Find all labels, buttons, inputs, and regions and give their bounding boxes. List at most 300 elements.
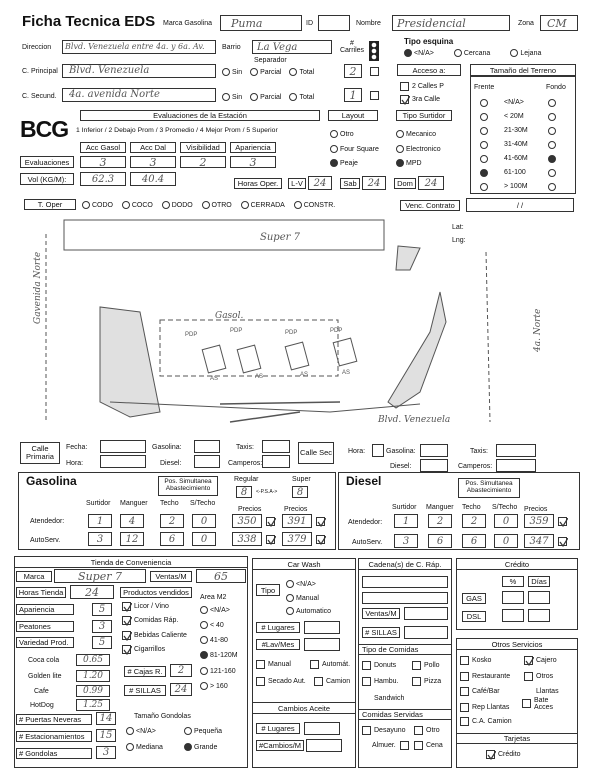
dsl-as-techo[interactable]: 6 bbox=[462, 534, 486, 548]
carwash-tipo: Tipo bbox=[256, 584, 280, 596]
secund-value: 4a. avenida Norte bbox=[69, 89, 160, 100]
tienda-variedad-label: Variedad Prod. bbox=[16, 637, 74, 648]
gas-col-stecho: S/Techo bbox=[190, 500, 216, 507]
cw-automat-check[interactable] bbox=[310, 660, 319, 669]
otros-title: Otros Servicios bbox=[456, 638, 578, 650]
secund-checkbox[interactable] bbox=[370, 91, 379, 100]
col-visibilidad: Visibilidad bbox=[180, 142, 226, 153]
radio-icon bbox=[510, 49, 518, 57]
principal-separador[interactable]: Sin Parcial Total bbox=[222, 68, 314, 76]
surtidor-title: Tipo Surtidor bbox=[396, 110, 452, 121]
gasolina-title: Gasolina bbox=[26, 474, 77, 488]
nombre-value: Presidencial bbox=[397, 17, 466, 30]
gond-mediana[interactable]: Mediana bbox=[126, 743, 163, 751]
cadena-name-1[interactable] bbox=[362, 576, 448, 588]
taxis-label: Taxis: bbox=[236, 444, 254, 451]
svg-text:AS: AS bbox=[210, 376, 219, 382]
hambu-check[interactable] bbox=[362, 677, 371, 686]
gond-pequena[interactable]: Pequeña bbox=[184, 727, 222, 735]
psa-super[interactable]: 8 bbox=[292, 486, 308, 498]
pollo-label: Pollo bbox=[424, 662, 440, 669]
sab-label: Sab bbox=[340, 178, 360, 189]
dsl-as-surtidor[interactable]: 3 bbox=[394, 534, 418, 548]
tienda-ventas-label: Ventas/M bbox=[150, 571, 192, 582]
dsl-col-stecho: S/Techo bbox=[492, 504, 518, 511]
tarjeta-credito-label: Crédito bbox=[498, 751, 521, 758]
dsl-atendedor-label: Atendedor: bbox=[348, 519, 383, 526]
surtidor-mpd[interactable]: MPD bbox=[396, 159, 422, 167]
dsl-at-manguer[interactable]: 2 bbox=[428, 514, 452, 528]
hotdog-value[interactable]: 1.25 bbox=[76, 699, 110, 711]
dsl-at-precio[interactable]: 359 bbox=[524, 514, 554, 528]
gas-precios-sup: Precios bbox=[284, 506, 308, 513]
otros-check[interactable] bbox=[524, 672, 533, 681]
dsl-as-check[interactable] bbox=[558, 537, 567, 546]
calles2-label: 2 Calles P bbox=[412, 83, 444, 90]
otro-label: Otro bbox=[426, 727, 440, 734]
almuer-check[interactable] bbox=[400, 741, 409, 750]
rep-check[interactable] bbox=[460, 703, 469, 712]
calle3-checkbox[interactable] bbox=[400, 95, 409, 104]
taxis2-label: Taxis: bbox=[470, 448, 488, 455]
tienda-apariencia-value[interactable]: 5 bbox=[92, 603, 112, 616]
gas-as-manguer[interactable]: 12 bbox=[120, 532, 144, 546]
credito-pct: % bbox=[502, 576, 524, 587]
otros-label: Otros bbox=[536, 673, 554, 680]
barrio-label: Barrio bbox=[222, 44, 241, 51]
principal-value: Blvd. Venezuela bbox=[69, 65, 150, 76]
credito-gas: GAS bbox=[462, 593, 486, 604]
hora-label: Hora: bbox=[66, 460, 84, 467]
hora-field[interactable] bbox=[100, 455, 146, 468]
licor-label: Licor / Vino bbox=[134, 603, 169, 610]
cw-secado-check[interactable] bbox=[256, 677, 265, 686]
tarjetas-title: Tarjetas bbox=[456, 733, 578, 744]
nombre-field[interactable] bbox=[392, 15, 510, 31]
carwash-lugares-label: # Lugares bbox=[256, 622, 300, 633]
camperos-label: Camperos: bbox=[228, 460, 263, 467]
lng-label: Lng: bbox=[452, 237, 466, 244]
col-acc-gasol: Acc Gasol bbox=[80, 142, 126, 153]
credito-dsl-pct[interactable] bbox=[502, 609, 524, 622]
productos-title: Productos vendidos bbox=[120, 587, 192, 598]
donuts-label: Donuts bbox=[374, 662, 397, 669]
gas-at-techo[interactable]: 2 bbox=[160, 514, 184, 528]
gas-at-sup-check[interactable] bbox=[316, 517, 325, 526]
gas-col-manguer: Manguer bbox=[120, 500, 148, 507]
barrio-value: La Vega bbox=[257, 42, 298, 53]
surtidor-mecanico[interactable]: Mecanico bbox=[396, 130, 436, 138]
cw-automat-label: Automát. bbox=[322, 661, 351, 668]
marca-value: Puma bbox=[231, 17, 263, 30]
venc-value[interactable]: / / bbox=[466, 198, 574, 212]
svg-text:AS: AS bbox=[255, 374, 264, 380]
cigarrillos-checkbox[interactable] bbox=[122, 645, 131, 654]
radio-icon bbox=[250, 93, 258, 101]
coca-value[interactable]: 0.65 bbox=[76, 654, 110, 666]
terreno-title: Tamaño del Terreno bbox=[470, 64, 576, 76]
pizza-label: Pizza bbox=[424, 678, 442, 685]
hora2-field[interactable] bbox=[372, 444, 384, 457]
dsl-col-manguer: Manguer bbox=[426, 504, 454, 511]
tienda-ventas-value[interactable]: 65 bbox=[196, 569, 246, 583]
surtidor-electronico[interactable]: Electronico bbox=[396, 145, 441, 153]
direccion-field[interactable] bbox=[62, 40, 216, 54]
evaluaciones-scale: 1 Inferior / 2 Debajo Prom / 3 Promedio / 4 Mejor Prom / 5 Superior bbox=[76, 127, 278, 134]
cw-camion-label: Camion bbox=[326, 678, 351, 685]
camperos2-field[interactable] bbox=[496, 459, 536, 472]
cadena-name-2[interactable] bbox=[362, 592, 448, 604]
secund-field[interactable] bbox=[62, 88, 216, 102]
acceso-title: Acceso a: bbox=[397, 64, 461, 76]
layout-peaje[interactable]: Peaje bbox=[330, 159, 358, 167]
gas-as-surtidor[interactable]: 3 bbox=[88, 532, 112, 546]
gas-at-precio-sup[interactable]: 391 bbox=[282, 514, 312, 528]
donuts-check[interactable] bbox=[362, 661, 371, 670]
eval-apariencia[interactable]: 3 bbox=[230, 156, 276, 168]
direccion-value: Blvd. Venezuela entre 4a. y 6a. Av. bbox=[65, 42, 205, 51]
llantas-label: Llantas bbox=[536, 688, 559, 695]
lv-value[interactable]: 24 bbox=[308, 176, 332, 190]
evaluaciones-label: Evaluaciones bbox=[20, 156, 74, 168]
estac-label: # Estacionamientos bbox=[16, 731, 92, 742]
bebidas-label: Bebidas Caliente bbox=[134, 632, 187, 639]
gasolina2-label: Gasolina: bbox=[386, 448, 416, 455]
tienda-variedad-value[interactable]: 5 bbox=[92, 636, 112, 649]
licor-checkbox[interactable] bbox=[122, 602, 131, 611]
almuer-label: Almuer. bbox=[372, 742, 396, 749]
dsl-col-surtidor: Surtidor bbox=[392, 504, 417, 511]
aceite-lugares-label: # Lugares bbox=[256, 723, 300, 734]
gas-at-surtidor[interactable]: 1 bbox=[88, 514, 112, 528]
carwash-manual[interactable]: Manual bbox=[286, 594, 319, 602]
pollo-check[interactable] bbox=[412, 661, 421, 670]
restaurante-label: Restaurante bbox=[472, 673, 511, 680]
camperos-field[interactable] bbox=[262, 455, 290, 468]
diesel-count[interactable] bbox=[194, 455, 220, 468]
dsl-as-precio[interactable]: 347 bbox=[524, 534, 554, 548]
cw-secado-label: Secado Aut. bbox=[268, 678, 306, 685]
pizza-check[interactable] bbox=[412, 677, 421, 686]
cadena-title: Cadena(s) de C. Ráp. bbox=[358, 558, 452, 570]
fecha-field[interactable] bbox=[100, 440, 146, 453]
cafebar-check[interactable] bbox=[460, 687, 469, 696]
neveras-label: # Puertas Neveras bbox=[16, 714, 92, 725]
taxis2-field[interactable] bbox=[496, 444, 536, 457]
cigarrillos-label: Cigarrillos bbox=[134, 646, 166, 653]
svg-text:Blvd. Venezuela: Blvd. Venezuela bbox=[378, 415, 451, 425]
diesel2-field[interactable] bbox=[420, 459, 448, 472]
eval-acc-gasol[interactable]: 3 bbox=[80, 156, 126, 168]
layout-four[interactable]: Four Square bbox=[330, 145, 379, 153]
tarjeta-credito-check[interactable] bbox=[486, 750, 495, 759]
credito-gas-pct[interactable] bbox=[502, 591, 524, 604]
kosko-label: Kosko bbox=[472, 657, 492, 664]
super-label: Super bbox=[292, 476, 311, 483]
svg-text:PDP: PDP bbox=[285, 330, 298, 336]
gas-as-stecho[interactable]: 0 bbox=[192, 532, 216, 546]
gasolina2-field[interactable] bbox=[420, 444, 448, 457]
carriles-principal[interactable]: 2 bbox=[344, 64, 362, 78]
desayuno-label: Desayuno bbox=[374, 727, 406, 734]
dom-value[interactable]: 24 bbox=[418, 176, 444, 190]
bebidas-checkbox[interactable] bbox=[122, 631, 131, 640]
svg-text:Super 7: Super 7 bbox=[260, 232, 300, 243]
carriles-label: # Carriles bbox=[339, 40, 365, 54]
vol-value-1[interactable]: 62.3 bbox=[80, 172, 126, 186]
gas-at-manguer[interactable]: 4 bbox=[120, 514, 144, 528]
cena-check[interactable] bbox=[414, 741, 423, 750]
restaurante-check[interactable] bbox=[460, 672, 469, 681]
credito-dsl-dias[interactable] bbox=[528, 609, 550, 622]
horas-label: Horas Oper. bbox=[234, 178, 282, 189]
layout-title: Layout bbox=[328, 110, 378, 121]
gas-at-precio-reg[interactable]: 350 bbox=[232, 514, 262, 528]
aceite-cambios[interactable] bbox=[306, 739, 342, 752]
estac-value[interactable]: 15 bbox=[96, 729, 116, 742]
aceite-lugares[interactable] bbox=[304, 722, 340, 735]
svg-text:4a. Norte: 4a. Norte bbox=[533, 308, 543, 352]
camion-check[interactable] bbox=[460, 717, 469, 726]
gas-as-sup-check[interactable] bbox=[316, 535, 325, 544]
zona-label: Zona bbox=[518, 20, 534, 27]
tienda-horas-value[interactable]: 24 bbox=[70, 585, 114, 599]
cadena-ventas-label: Ventas/M bbox=[362, 608, 400, 619]
hotdog-label: HotDog bbox=[30, 702, 54, 709]
marca-field[interactable] bbox=[220, 15, 302, 31]
credito-dsl: DSL bbox=[462, 611, 486, 622]
vol-value-2[interactable]: 40.4 bbox=[130, 172, 176, 186]
secund-label: C. Secund. bbox=[22, 93, 57, 100]
form-title: Ficha Tecnica EDS bbox=[22, 13, 156, 30]
comidas-label: Comidas Ráp. bbox=[134, 617, 179, 624]
dsl-autoserv-label: AutoServ. bbox=[352, 539, 383, 546]
gondolas-value[interactable]: 3 bbox=[96, 746, 116, 759]
separador-label: Separador bbox=[254, 57, 287, 64]
barrio-field[interactable] bbox=[252, 40, 332, 54]
rep-label: Rep Llantas bbox=[472, 704, 510, 711]
traffic-light-icon bbox=[368, 40, 380, 62]
cafebar-label: Café/Bar bbox=[472, 688, 500, 695]
cajero-label: Cajero bbox=[536, 657, 557, 664]
cadena-tipo-title: Tipo de Comidas bbox=[358, 644, 452, 655]
gas-autoserv-label: AutoServ. bbox=[30, 537, 61, 544]
radio-selected-icon bbox=[404, 49, 412, 57]
diesel-simul: Pos. Simultanea Abastecimiento bbox=[458, 478, 520, 498]
golden-value[interactable]: 1.20 bbox=[76, 670, 110, 682]
carwash-title: Car Wash bbox=[252, 558, 356, 570]
cw-camion-check[interactable] bbox=[314, 677, 323, 686]
carwash-na[interactable]: <N/A> bbox=[286, 580, 316, 588]
cw-manual-check[interactable] bbox=[256, 660, 265, 669]
id-field[interactable] bbox=[318, 15, 350, 31]
cadena-ventas[interactable] bbox=[404, 607, 448, 620]
desayuno-check[interactable] bbox=[362, 726, 371, 735]
cena-label: Cena bbox=[426, 742, 443, 749]
frente-label: Frente bbox=[474, 84, 495, 91]
bate-label: Bate Acces bbox=[534, 697, 554, 711]
gasolina-simul: Pos. Simultanea Abastecimiento bbox=[158, 476, 218, 496]
area-title: Area M2 bbox=[200, 594, 227, 601]
vol-label: Vol (KG/M): bbox=[20, 173, 74, 185]
gas-at-reg-check[interactable] bbox=[266, 517, 275, 526]
zona-value: CM bbox=[547, 17, 567, 30]
cafe-value[interactable]: 0.99 bbox=[76, 685, 110, 697]
tienda-sillas-label: # SILLAS bbox=[124, 685, 166, 696]
tienda-marca-value[interactable]: Super 7 bbox=[54, 569, 146, 583]
sandwich-label: Sandwich bbox=[374, 695, 405, 702]
servidas-title: Comidas Servidas bbox=[358, 709, 452, 720]
principal-label: C. Principal bbox=[22, 68, 58, 75]
psa-regular[interactable]: 8 bbox=[236, 486, 252, 498]
tam-gond-title: Tamaño Gondolas bbox=[134, 713, 191, 720]
lv-label: L-V bbox=[288, 178, 306, 189]
diesel-title: Diesel bbox=[346, 474, 382, 488]
comidas-checkbox[interactable] bbox=[122, 616, 131, 625]
eval-visibilidad[interactable]: 2 bbox=[180, 156, 226, 168]
radio-icon bbox=[289, 68, 297, 76]
gas-as-precio-sup[interactable]: 379 bbox=[282, 532, 312, 546]
gond-grande[interactable]: Grande bbox=[184, 743, 217, 751]
esquina-title: Tipo esquina bbox=[404, 37, 454, 46]
dsl-at-check[interactable] bbox=[558, 517, 567, 526]
aceite-title: Cambios Aceite bbox=[252, 702, 356, 714]
hora2-label: Hora: bbox=[348, 448, 366, 455]
svg-text:Gasol.: Gasol. bbox=[215, 311, 244, 321]
dsl-at-stecho[interactable]: 0 bbox=[494, 514, 518, 528]
radio-icon bbox=[454, 49, 462, 57]
carwash-lugares[interactable] bbox=[304, 621, 340, 634]
credito-title: Crédito bbox=[456, 558, 578, 570]
cajas-label: # Cajas R. bbox=[124, 666, 166, 677]
calle-sec: Calle Sec bbox=[298, 442, 334, 464]
lat-label: Lat: bbox=[452, 224, 464, 231]
hambu-label: Hambu. bbox=[374, 678, 399, 685]
cw-manual2-label: Manual bbox=[268, 661, 291, 668]
otro-check[interactable] bbox=[414, 726, 423, 735]
principal-checkbox[interactable] bbox=[370, 67, 379, 76]
diesel-count-label: Diesel: bbox=[160, 460, 182, 467]
cajas-value[interactable]: 2 bbox=[170, 664, 192, 677]
site-sketch bbox=[0, 212, 594, 442]
secund-separador[interactable]: Sin Parcial Total bbox=[222, 93, 314, 101]
tienda-apariencia-label: Apariencia bbox=[16, 604, 74, 615]
svg-text:AS: AS bbox=[300, 372, 309, 378]
gas-as-techo[interactable]: 6 bbox=[160, 532, 184, 546]
tienda-marca-label: Marca bbox=[16, 571, 52, 582]
gas-at-stecho[interactable]: 0 bbox=[192, 514, 216, 528]
gas-atendedor-label: Atendedor: bbox=[30, 518, 65, 525]
nombre-label: Nombre bbox=[356, 20, 381, 27]
coca-label: Coca cola bbox=[28, 657, 60, 664]
tienda-peatones-value[interactable]: 3 bbox=[92, 620, 112, 633]
taxis-field[interactable] bbox=[262, 440, 290, 453]
marca-label: Marca Gasolina bbox=[163, 20, 213, 27]
regular-label: Regular bbox=[234, 476, 259, 483]
diesel2-label: Diesel: bbox=[390, 463, 412, 470]
gas-as-precio-reg[interactable]: 338 bbox=[232, 532, 262, 546]
tienda-peatones-label: Peatones bbox=[16, 621, 74, 632]
cadena-sillas[interactable] bbox=[404, 626, 448, 639]
bcg-logo: BCG bbox=[20, 116, 69, 142]
tienda-horas-label: Horas Tienda bbox=[16, 587, 66, 598]
calles2-checkbox[interactable] bbox=[400, 82, 409, 91]
calle-primaria: Calle Primaria bbox=[20, 442, 60, 464]
gasolina-count[interactable] bbox=[194, 440, 220, 453]
radio-icon bbox=[222, 93, 230, 101]
toper-options[interactable]: CODO COCO DODO OTRO CERRADA CONSTR. bbox=[82, 201, 335, 209]
svg-text:PDP: PDP bbox=[230, 328, 243, 334]
carwash-lav-label: #Lav/Mes bbox=[256, 639, 300, 650]
gondolas-label: # Gondolas bbox=[16, 748, 92, 759]
cajero-check[interactable] bbox=[524, 656, 533, 665]
dsl-col-techo: Techo bbox=[462, 504, 481, 511]
gasolina-count-label: Gasolina: bbox=[152, 444, 182, 451]
gas-col-techo: Techo bbox=[160, 500, 179, 507]
col-apariencia: Apariencia bbox=[230, 142, 276, 153]
kosko-check[interactable] bbox=[460, 656, 469, 665]
fondo-label: Fondo bbox=[546, 84, 566, 91]
evaluaciones-title: Evaluaciones de la Estación bbox=[80, 110, 320, 121]
direccion-label: Direccion bbox=[22, 44, 52, 51]
dom-label: Dom bbox=[394, 178, 416, 189]
dsl-precios: Precios bbox=[524, 506, 548, 513]
cafe-label: Cafe bbox=[34, 688, 49, 695]
psa-label: <-P.S.A-> bbox=[256, 489, 278, 495]
camion-label: C.A. Camion bbox=[472, 718, 512, 725]
esquina-options[interactable]: <N/A> Cercana Lejana bbox=[404, 49, 541, 57]
carwash-lav[interactable] bbox=[304, 638, 340, 651]
fecha-label: Fecha: bbox=[66, 444, 88, 451]
col-acc-dal: Acc Dal bbox=[130, 142, 176, 153]
svg-text:AS: AS bbox=[342, 370, 351, 376]
dsl-at-surtidor[interactable]: 1 bbox=[394, 514, 418, 528]
gond-na[interactable]: <N/A> bbox=[126, 727, 156, 735]
principal-field[interactable] bbox=[62, 64, 216, 78]
gas-col-surtidor: Surtidor bbox=[86, 500, 111, 507]
eval-acc-dal[interactable]: 3 bbox=[130, 156, 176, 168]
svg-text:PDP: PDP bbox=[330, 328, 343, 334]
radio-icon bbox=[250, 68, 258, 76]
dsl-at-techo[interactable]: 2 bbox=[462, 514, 486, 528]
sab-value[interactable]: 24 bbox=[362, 176, 386, 190]
credito-dias: Días bbox=[528, 576, 550, 587]
tienda-title: Tienda de Conveniencia bbox=[14, 556, 248, 568]
aceite-cambios-label: #Cambios/M bbox=[256, 740, 304, 751]
zona-field[interactable] bbox=[540, 15, 578, 31]
bate-check[interactable] bbox=[522, 699, 531, 708]
carriles-secund[interactable]: 1 bbox=[344, 88, 362, 102]
carwash-auto[interactable]: Automatico bbox=[286, 607, 331, 615]
golden-label: Golden lite bbox=[28, 673, 62, 680]
gas-as-reg-check[interactable] bbox=[266, 535, 275, 544]
neveras-value[interactable]: 14 bbox=[96, 712, 116, 725]
radio-icon bbox=[289, 93, 297, 101]
dsl-as-stecho[interactable]: 0 bbox=[494, 534, 518, 548]
layout-otro[interactable]: Otro bbox=[330, 130, 354, 138]
svg-text:Gavenida Norte: Gavenida Norte bbox=[33, 251, 43, 324]
toper-label: T. Oper bbox=[24, 199, 76, 210]
gas-precios-reg: Precios bbox=[238, 506, 262, 513]
svg-text:PDP: PDP bbox=[185, 332, 198, 338]
calle3-label: 3ra Calle bbox=[412, 96, 441, 103]
venc-label: Venc. Contrato bbox=[400, 200, 460, 211]
dsl-as-manguer[interactable]: 6 bbox=[428, 534, 452, 548]
credito-gas-dias[interactable] bbox=[528, 591, 550, 604]
id-label: ID bbox=[306, 20, 313, 27]
tienda-sillas-value[interactable]: 24 bbox=[170, 683, 192, 696]
radio-icon bbox=[222, 68, 230, 76]
